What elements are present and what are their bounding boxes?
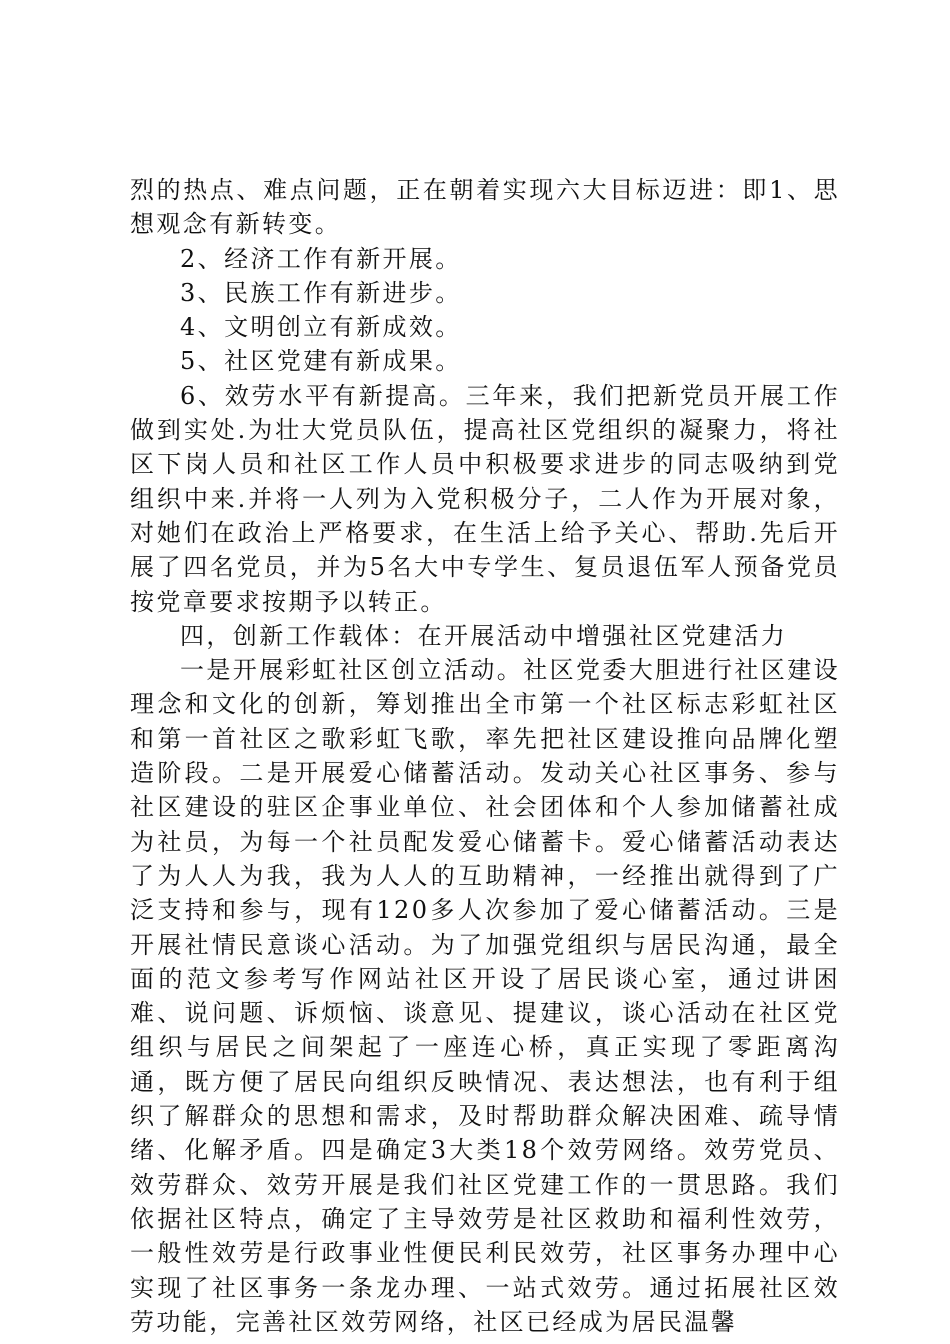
body-text — [130, 173, 840, 1339]
paragraph-activities: 一是开展彩虹社区创立活动。社区党委大胆进行社区建设理念和文化的创新，筹划推出全市第一个社区标志彩虹社区和第一首社区之歌彩虹飞歌，率先把社区建设推向品牌化塑造阶段。二是开展爱心储蓄活动。发动关心社区事务、参与社区建设的驻区企事业单位、社会团体和个人参加储蓄社成为社员，为每一个社员配发爱心储蓄卡。爱心储蓄活动表达了为人人为我，我为人人的互助精神，一经推出就得到了广泛支持和参与，现有120多人次参加了爱心储蓄活动。三是开展社情民意谈心活动。为了加强党组织与居民沟通，最全面的范文参考写作网站社区开设了居民谈心室，通过讲困难、说问题、诉烦恼、谈意见、提建议，谈心活动在社区党组织与居民之间架起了一座连心桥，真正实现了零距离沟通，既方便了居民向组织反映情况、表达想法，也有利于组织了解群众的思想和需求，及时帮助群众解决困难、疏导情绪、化解矛盾。四是确定3大类18个效劳网络。效劳党员、效劳群众、效劳开展是我们社区党建工作的一贯思路。我们依据社区特点，确定了主导效劳是社区救助和福利性效劳，一般性效劳是行政事业性便民利民效劳，社区事务办理中心实现了社区事务一条龙办理、一站式效劳。通过拓展社区效劳功能，完善社区效劳网络，社区已经成为居民温馨 — [130, 656, 840, 1336]
paragraph-goal-4: 4、文明创立有新成效。 — [180, 313, 462, 342]
paragraph-goal-5: 5、社区党建有新成果。 — [180, 347, 462, 376]
paragraph-goal-2: 2、经济工作有新开展。 — [180, 244, 462, 273]
paragraph-goal-6: 6、效劳水平有新提高。三年来，我们把新党员开展工作做到实处.为壮大党员队伍，提高社区党组织的凝聚力，将社区下岗人员和社区工作人员中积极要求进步的同志吸纳到党组织中来.并将一人列为入党积极分子，二人作为开展对象，对她们在政治上严格要求，在生活上给予关心、帮助.先后开展了四名党员，并为5名大中专学生、复员退伍军人预备党员按党章要求按期予以转正。 — [130, 381, 840, 616]
paragraph-goal-3: 3、民族工作有新进步。 — [180, 278, 462, 307]
paragraph-continuation: 烈的热点、难点问题，正在朝着实现六大目标迈进：即1、思想观念有新转变。 — [130, 176, 840, 239]
section-heading-4: 四，创新工作载体：在开展活动中增强社区党建活力 — [180, 621, 788, 650]
